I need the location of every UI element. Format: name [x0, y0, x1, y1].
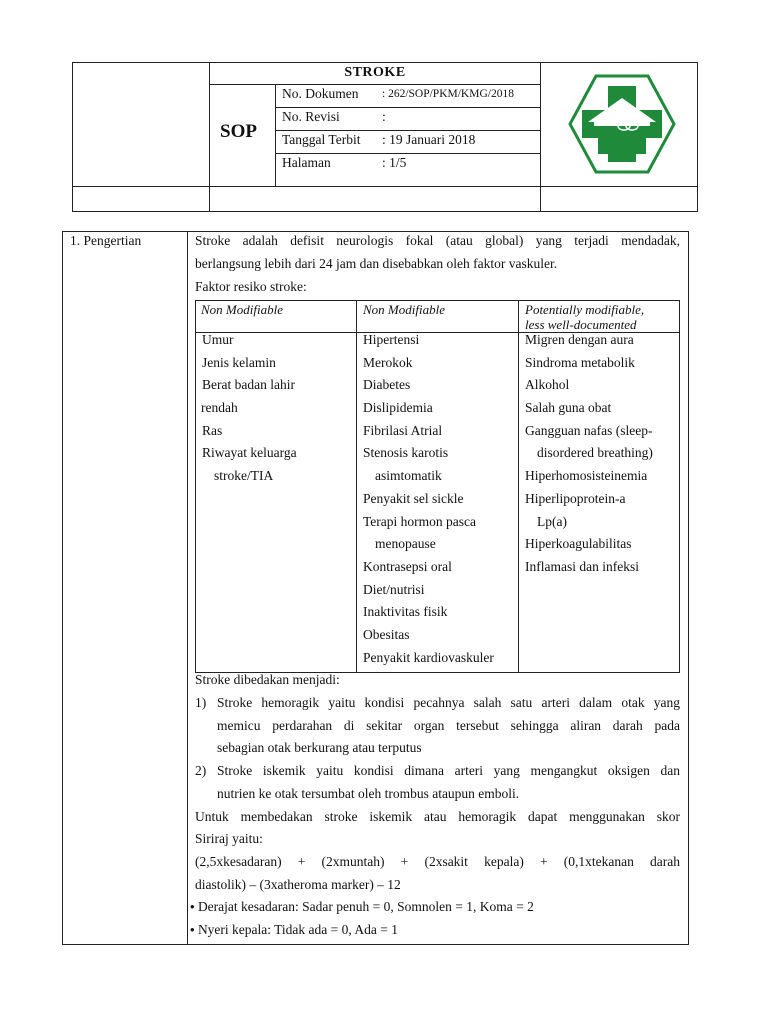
table-cell: menopause: [375, 536, 436, 552]
factors-label: Faktor resiko stroke:: [195, 279, 307, 294]
sop-label: SOP: [220, 121, 257, 142]
meta-label: Halaman: [282, 155, 331, 170]
meta-value: : 262/SOP/PKM/KMG/2018: [382, 88, 514, 100]
table-cell: Lp(a): [537, 513, 567, 529]
table-header: Non Modifiable: [201, 302, 283, 317]
item-number: 1): [195, 695, 207, 710]
table-cell: Umur: [202, 332, 234, 347]
table-cell: Gangguan nafas (sleep-: [525, 422, 653, 438]
table-header: Non Modifiable: [363, 302, 445, 317]
item-line: nutrien ke otak tersumbat oleh trombus ataupun emboli.: [217, 786, 520, 801]
divider: [275, 84, 276, 186]
meta-value: :: [382, 109, 386, 124]
divider: [540, 62, 541, 212]
divider: [187, 231, 188, 945]
table-cell: Berat badan lahir: [202, 377, 295, 393]
table-cell: disordered breathing): [537, 445, 653, 461]
table-cell: Diet/nutrisi: [363, 581, 425, 597]
section-label: 1. Pengertian: [70, 233, 142, 248]
item-number: 2): [195, 763, 207, 778]
siriraj-formula-line: (2,5xkesadaran) + (2xmuntah) + (2xsakit kepala) + (0,1xtekanan darah: [195, 854, 680, 869]
table-cell: Sindroma metabolik: [525, 354, 635, 370]
item-line: sebagian otak berkurang atau terputus: [217, 740, 422, 755]
siriraj-line: Untuk membedakan stroke iskemik atau hemoragik dapat menggunakan skor: [195, 809, 680, 824]
meta-label: No. Revisi: [282, 109, 340, 124]
item-line: memicu perdarahan di sekitar organ tersebut sehingga aliran darah pada: [217, 718, 680, 733]
table-cell: Merokok: [363, 354, 413, 370]
table-cell: Migren dengan aura: [525, 332, 634, 347]
bullet-text: Nyeri kepala: Tidak ada = 0, Ada = 1: [197, 922, 399, 937]
table-cell: rendah: [201, 400, 238, 416]
table-cell: Dislipidemia: [363, 400, 433, 416]
table-cell: Riwayat keluarga: [202, 445, 297, 461]
table-cell: Terapi hormon pasca: [363, 513, 477, 529]
table-cell: Kontrasepsi oral: [363, 558, 452, 574]
table-cell: Jenis kelamin: [202, 354, 276, 370]
bullet-icon: •: [190, 922, 195, 937]
table-cell: Alkohol: [525, 377, 570, 393]
table-cell: stroke/TIA: [214, 468, 274, 484]
table-cell: Hiperlipoprotein-a: [525, 490, 626, 506]
table-cell: Stenosis karotis: [363, 445, 449, 461]
table-header: less well-documented: [525, 317, 637, 332]
table-cell: Hipertensi: [363, 332, 420, 347]
bullet-text: Derajat kesadaran: Sadar penuh = 0, Somnolen = 1, Koma = 2: [197, 899, 534, 914]
table-cell: Ras: [202, 422, 223, 438]
bullet-icon: •: [190, 899, 195, 914]
table-column-potentially-modifiable: [518, 329, 680, 579]
bullet-item: [190, 919, 398, 942]
table-cell: Obesitas: [363, 626, 410, 642]
table-cell: Salah guna obat: [525, 400, 612, 416]
divider: [72, 186, 698, 187]
table-column-nonmodifiable-2: [356, 329, 518, 669]
divider: [275, 107, 540, 108]
document-title: STROKE: [344, 65, 406, 80]
table-cell: Penyakit kardiovaskuler: [363, 649, 494, 665]
meta-label: Tanggal Terbit: [282, 132, 361, 147]
table-cell: Fibrilasi Atrial: [363, 422, 443, 438]
item-line: Stroke iskemik yaitu kondisi dimana arteri yang mengangkut oksigen dan: [217, 763, 680, 778]
divider: [275, 130, 540, 131]
divider: [275, 153, 540, 154]
intro-line: berlangsung lebih dari 24 jam dan disebabkan oleh faktor vaskuler.: [195, 256, 558, 271]
table-column-nonmodifiable: [195, 329, 355, 488]
table-cell: Inflamasi dan infeksi: [525, 558, 639, 574]
table-cell: Hiperhomosisteinemia: [525, 468, 648, 484]
siriraj-line: Siriraj yaitu:: [195, 831, 263, 846]
item-line: Stroke hemoragik yaitu kondisi pecahnya salah satu arteri dalam otak yang: [217, 695, 680, 710]
table-cell: Inaktivitas fisik: [363, 604, 448, 620]
divider: [209, 84, 540, 85]
meta-label: No. Dokumen: [282, 86, 359, 101]
table-cell: Penyakit sel sickle: [363, 490, 464, 506]
siriraj-formula-line: diastolik) – (3xatheroma marker) – 12: [195, 877, 401, 892]
table-header: Potentially modifiable,: [525, 302, 645, 317]
bullet-item: [190, 896, 534, 919]
table-cell: Diabetes: [363, 377, 411, 393]
meta-value: : 19 Januari 2018: [382, 132, 476, 147]
puskesmas-logo-icon: [566, 72, 678, 176]
table-cell: Hiperkoagulabilitas: [525, 536, 632, 552]
meta-value: : 1/5: [382, 155, 407, 170]
table-cell: asimtomatik: [375, 468, 442, 484]
intro-line: Stroke adalah defisit neurologis fokal (atau global) yang terjadi mendadak,: [195, 233, 680, 248]
types-label: Stroke dibedakan menjadi:: [195, 672, 340, 687]
